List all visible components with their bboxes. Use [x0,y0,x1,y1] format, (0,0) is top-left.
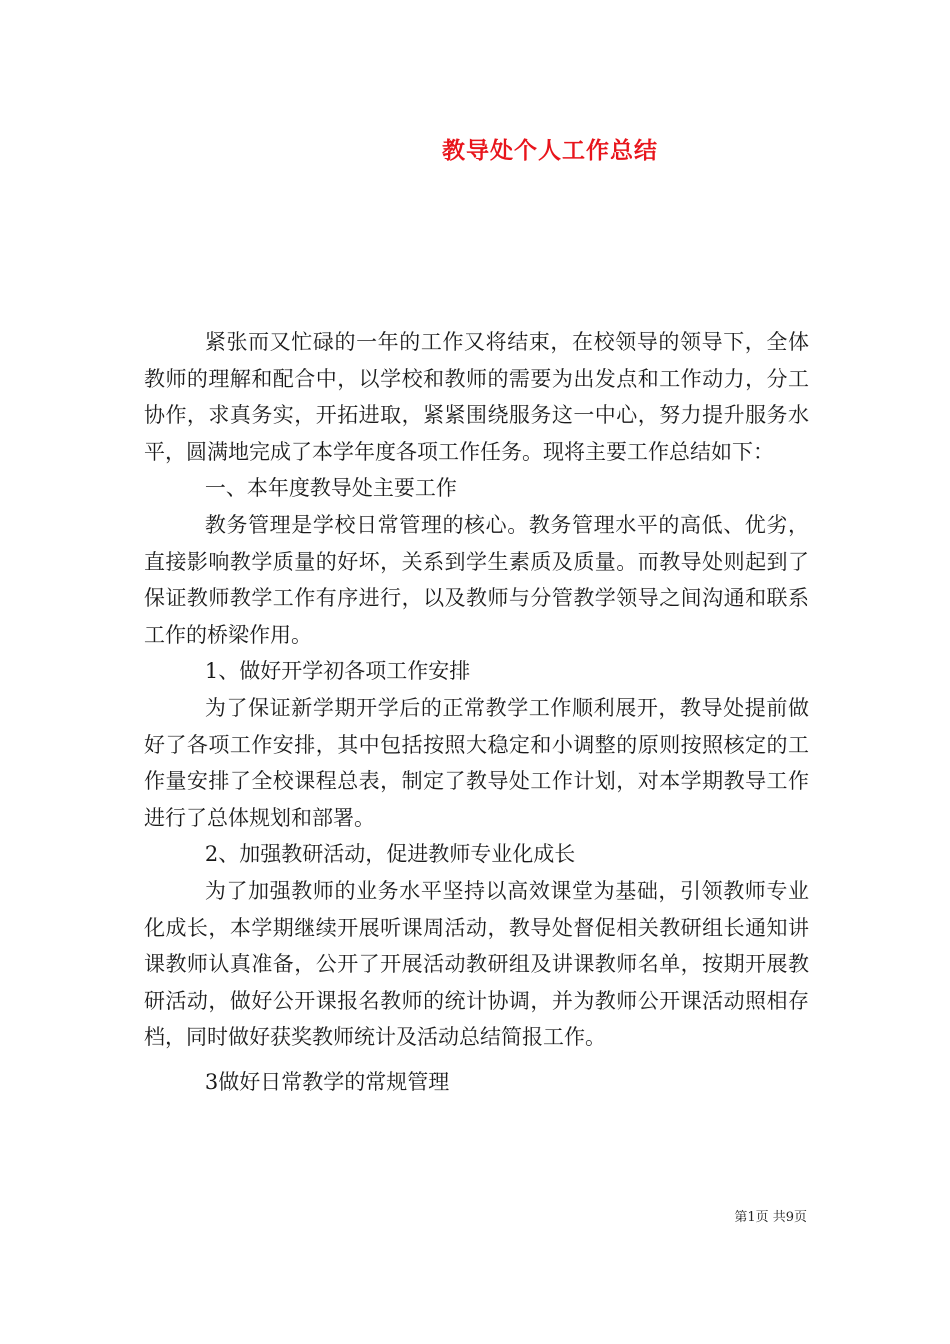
subheading-3: 3做好日常教学的常规管理 [204,1069,450,1094]
document-title: 教导处个人工作总结 [442,137,658,164]
body-paragraph: 为了加强教师的业务水平坚持以高效课堂为基础，引领教师专业化成长，本学期继续开展听课周活动，教导处督促相关教研组长通知讲课教师认真准备，公开了开展活动教研组及讲课教师名单，按期开展教研活动，做好公开课报名教师的统计协调，并为教师公开课活动照相存档，同时做好获奖教师统计及活动总结简报工作。 [144,878,809,1050]
body-paragraph: 教务管理是学校日常管理的核心。教务管理水平的高低、优劣，直接影响教学质量的好坏，关系到学生素质及质量。而教导处则起到了保证教师教学工作有序进行，以及教师与分管教学领导之间沟通和联系工作的桥梁作用。 [144,512,809,647]
intro-paragraph: 紧张而又忙碌的一年的工作又将结束，在校领导的领导下，全体教师的理解和配合中，以学校和教师的需要为出发点和工作动力，分工协作，求真务实，开拓进取，紧紧围绕服务这一中心，努力提升服务水平，圆满地完成了本学年度各项工作任务。现将主要工作总结如下： [144,330,809,464]
section-heading-1: 一、本年度教导处主要工作 [204,476,457,501]
subheading-2: 2、加强教研活动，促进教师专业化成长 [204,842,576,867]
page-number: 第1页 共9页 [734,1210,807,1225]
document-body [144,324,809,1100]
body-paragraph: 为了保证新学期开学后的正常教学工作顺利展开，教导处提前做好了各项工作安排，其中包括按照大稳定和小调整的原则按照核定的工作量安排了全校课程总表，制定了教导处工作计划，对本学期教导工作进行了总体规划和部署。 [144,695,809,830]
subheading-1: 1、做好开学初各项工作安排 [204,659,471,684]
